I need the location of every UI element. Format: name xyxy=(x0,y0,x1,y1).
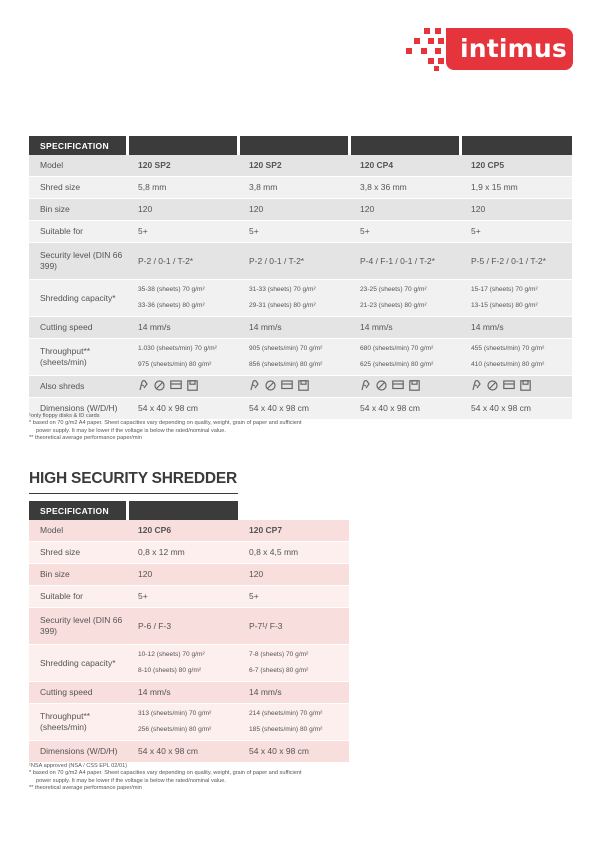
table-cell: 54 x 40 x 98 cm xyxy=(127,398,238,420)
table-cell: P-7¹/ F-3 xyxy=(238,608,349,645)
table-cell: 120 xyxy=(127,199,238,221)
table-cell: P-2 / 0-1 / T-2* xyxy=(238,243,349,280)
table-cell: 5+ xyxy=(127,221,238,243)
table-row xyxy=(29,243,572,280)
cell-line: 975 (sheets/min) 80 g/m² xyxy=(138,361,212,368)
table-cell: P-2 / 0-1 / T-2* xyxy=(127,243,238,280)
cell-line: 33-36 (sheets) 80 g/m² xyxy=(138,302,205,309)
credit-card-icon xyxy=(392,380,404,390)
footnotes-standard xyxy=(29,413,302,443)
table-row xyxy=(29,520,349,542)
table-cell xyxy=(238,376,349,398)
table-cell: 14 mm/s xyxy=(238,682,349,704)
table-cell: 120 xyxy=(238,564,349,586)
staple-icon xyxy=(249,380,260,391)
footnote: ¹only floppy disks & ID cards xyxy=(29,413,100,419)
table-cell xyxy=(460,280,572,317)
table-header-cell: SPECIFICATION xyxy=(29,136,127,155)
cell-line: 625 (sheets/min) 80 g/m² xyxy=(360,361,434,368)
table-cell: 54 x 40 x 98 cm xyxy=(460,398,572,420)
table-cell: 120 SP2 xyxy=(238,155,349,177)
table-cell: P-4 / F-1 / 0-1 / T-2* xyxy=(349,243,460,280)
table-row xyxy=(29,339,572,376)
table-header-cell xyxy=(127,501,238,520)
cell-line: 905 (sheets/min) 70 g/m² xyxy=(249,345,323,352)
table-cell: 1,9 x 15 mm xyxy=(460,177,572,199)
also-shreds-icons xyxy=(471,380,531,391)
table-cell: 14 mm/s xyxy=(127,682,238,704)
footnote: ** theoretical average performance paper/min xyxy=(29,435,142,442)
table-cell xyxy=(127,645,238,682)
table-row xyxy=(29,741,349,763)
staple-icon xyxy=(360,380,371,391)
cd-icon xyxy=(376,380,387,391)
staple-icon xyxy=(138,380,149,391)
table-cell: 14 mm/s xyxy=(127,317,238,339)
table-cell: 5+ xyxy=(238,221,349,243)
footnote: * based on 70 g/m2 A4 paper. Sheet capacities vary depending on quality, weight, grain of paper and sufficient xyxy=(29,770,302,777)
row-label: Dimensions (W/D/H) xyxy=(29,741,127,763)
row-label: Cutting speed xyxy=(29,317,127,339)
table-cell: 5+ xyxy=(127,586,238,608)
cell-line: 455 (sheets/min) 70 g/m² xyxy=(471,345,545,352)
footnotes-high-security xyxy=(29,763,302,793)
table-cell xyxy=(127,280,238,317)
table-cell xyxy=(127,339,238,376)
table-cell: 120 CP5 xyxy=(460,155,572,177)
table-row xyxy=(29,645,349,682)
floppy-disk-icon xyxy=(409,380,420,391)
row-label: Model xyxy=(29,155,127,177)
credit-card-icon xyxy=(170,380,182,390)
table-cell: 120 xyxy=(349,199,460,221)
table-cell xyxy=(460,376,572,398)
footnote: ¹NSA approved (NSA / CSS EPL 02/01) xyxy=(29,763,128,769)
table-cell xyxy=(127,376,238,398)
table-cell: 3,8 mm xyxy=(238,177,349,199)
table-cell: 120 CP4 xyxy=(349,155,460,177)
table-cell xyxy=(349,339,460,376)
table-cell: 120 CP7 xyxy=(238,520,349,542)
cell-line: 313 (sheets/min) 70 g/m² xyxy=(138,710,212,717)
table-cell xyxy=(238,280,349,317)
brand-name: intimus xyxy=(460,34,568,63)
table-cell: 14 mm/s xyxy=(460,317,572,339)
table-cell: 120 xyxy=(238,199,349,221)
intimus-logo xyxy=(406,26,574,72)
table-cell: 5+ xyxy=(238,586,349,608)
footnote: power supply. It may be lower if the voltage is below the rated/nominal value. xyxy=(36,777,226,784)
cell-line: 680 (sheets/min) 70 g/m² xyxy=(360,345,434,352)
floppy-disk-icon xyxy=(298,380,309,391)
row-label: Throughput** (sheets/min) xyxy=(29,704,127,741)
table-cell: 14 mm/s xyxy=(349,317,460,339)
floppy-disk-icon xyxy=(187,380,198,391)
credit-card-icon xyxy=(281,380,293,390)
table-cell xyxy=(127,704,238,741)
table-cell: 54 x 40 x 98 cm xyxy=(349,398,460,420)
cell-line: 8-10 (sheets) 80 g/m² xyxy=(138,667,202,674)
cd-icon xyxy=(265,380,276,391)
table-header-cell xyxy=(460,136,572,155)
staple-icon xyxy=(471,380,482,391)
cell-line: 6-7 (sheets) 80 g/m² xyxy=(249,667,309,674)
cell-line: 856 (sheets/min) 80 g/m² xyxy=(249,361,323,368)
row-label: Dimensions (W/D/H) xyxy=(29,398,127,420)
table-cell: 3,8 x 36 mm xyxy=(349,177,460,199)
table-row xyxy=(29,682,349,704)
table-cell: 0,8 x 4,5 mm xyxy=(238,542,349,564)
row-label: Suitable for xyxy=(29,221,127,243)
row-label: Cutting speed xyxy=(29,682,127,704)
cd-icon xyxy=(487,380,498,391)
table-header-cell: SPECIFICATION xyxy=(29,501,127,520)
table-cell: 5+ xyxy=(349,221,460,243)
row-label: Shredding capacity* xyxy=(29,645,127,682)
table-row xyxy=(29,280,572,317)
row-label: Also shreds xyxy=(29,376,127,398)
table-cell: 0,8 x 12 mm xyxy=(127,542,238,564)
cell-line: 410 (sheets/min) 80 g/m² xyxy=(471,361,545,368)
cell-line: 10-12 (sheets) 70 g/m² xyxy=(138,651,205,658)
row-label: Model xyxy=(29,520,127,542)
table-cell: 14 mm/s xyxy=(238,317,349,339)
footnote: * based on 70 g/m2 A4 paper. Sheet capacities vary depending on quality, weight, grain of paper and sufficient xyxy=(29,420,302,427)
table-cell xyxy=(238,704,349,741)
section-title-high-security: HIGH SECURITY SHREDDER xyxy=(29,470,238,487)
spec-table-high-security xyxy=(29,501,349,763)
cell-line: 29-31 (sheets) 80 g/m² xyxy=(249,302,316,309)
table-row xyxy=(29,199,572,221)
cell-line: 35-38 (sheets) 70 g/m² xyxy=(138,286,205,293)
table-header-cell xyxy=(349,136,460,155)
table-row xyxy=(29,542,349,564)
table-cell xyxy=(238,645,349,682)
footnote: ** theoretical average performance paper/min xyxy=(29,785,142,792)
row-label: Shred size xyxy=(29,177,127,199)
table-cell: 120 CP6 xyxy=(127,520,238,542)
also-shreds-icons xyxy=(360,380,420,391)
cell-line: 23-25 (sheets) 70 g/m² xyxy=(360,286,427,293)
cell-line: 214 (sheets/min) 70 g/m² xyxy=(249,710,323,717)
cell-line: 7-8 (sheets) 70 g/m² xyxy=(249,651,309,658)
row-label: Bin size xyxy=(29,199,127,221)
table-row xyxy=(29,564,349,586)
table-cell xyxy=(460,339,572,376)
row-label: Security level (DIN 66 399) xyxy=(29,243,127,280)
table-cell: 120 SP2 xyxy=(127,155,238,177)
cd-icon xyxy=(154,380,165,391)
row-label: Suitable for xyxy=(29,586,127,608)
also-shreds-icons xyxy=(249,380,309,391)
row-label: Security level (DIN 66 399) xyxy=(29,608,127,645)
cell-line: 21-23 (sheets) 80 g/m² xyxy=(360,302,427,309)
cell-line: 13-15 (sheets) 80 g/m² xyxy=(471,302,538,309)
table-cell: P-6 / F-3 xyxy=(127,608,238,645)
table-cell: 54 x 40 x 98 cm xyxy=(238,741,349,763)
row-label: Bin size xyxy=(29,564,127,586)
table-cell: 54 x 40 x 98 cm xyxy=(238,398,349,420)
credit-card-icon xyxy=(503,380,515,390)
table-cell xyxy=(349,280,460,317)
table-row xyxy=(29,586,349,608)
table-header-cell xyxy=(238,136,349,155)
cell-line: 256 (sheets/min) 80 g/m² xyxy=(138,726,212,733)
cell-line: 185 (sheets/min) 80 g/m² xyxy=(249,726,323,733)
table-row xyxy=(29,376,572,398)
table-row xyxy=(29,221,572,243)
floppy-disk-icon xyxy=(520,380,531,391)
table-row xyxy=(29,177,572,199)
footnote: power supply. It may be lower if the voltage is below the rated/nominal value. xyxy=(36,427,226,434)
table-cell: P-5 / F-2 / 0-1 / T-2* xyxy=(460,243,572,280)
table-cell xyxy=(238,339,349,376)
section-divider xyxy=(29,493,238,494)
table-row xyxy=(29,704,349,741)
table-row xyxy=(29,317,572,339)
table-row xyxy=(29,608,349,645)
table-cell xyxy=(349,376,460,398)
cell-line: 15-17 (sheets) 70 g/m² xyxy=(471,286,538,293)
spec-table-standard xyxy=(29,136,572,420)
cell-line: 31-33 (sheets) 70 g/m² xyxy=(249,286,316,293)
table-cell: 54 x 40 x 98 cm xyxy=(127,741,238,763)
table-cell: 120 xyxy=(460,199,572,221)
cell-line: 1.030 (sheets/min) 70 g/m² xyxy=(138,345,217,352)
row-label: Shredding capacity* xyxy=(29,280,127,317)
table-header-cell xyxy=(127,136,238,155)
also-shreds-icons xyxy=(138,380,198,391)
row-label: Throughput** (sheets/min) xyxy=(29,339,127,376)
table-row xyxy=(29,155,572,177)
row-label: Shred size xyxy=(29,542,127,564)
table-cell: 5+ xyxy=(460,221,572,243)
table-cell: 120 xyxy=(127,564,238,586)
table-cell: 5,8 mm xyxy=(127,177,238,199)
